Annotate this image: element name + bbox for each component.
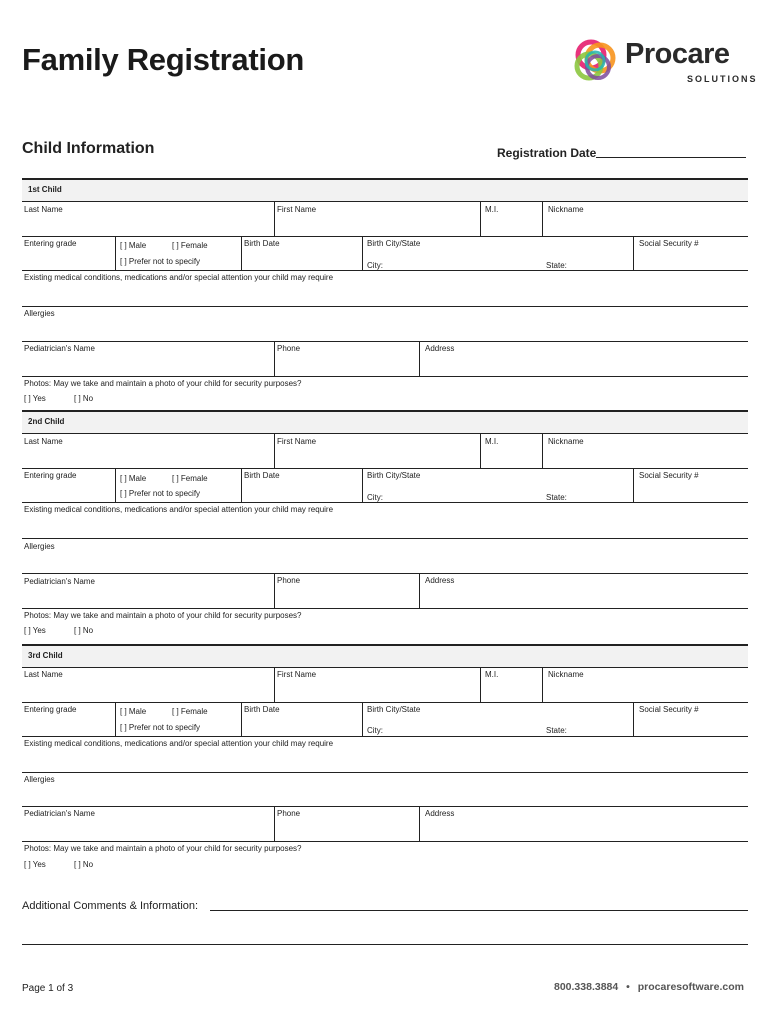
nickname-field[interactable]: Nickname — [548, 205, 584, 214]
city-field[interactable]: City: — [367, 493, 383, 502]
entering-grade-field[interactable]: Entering grade — [24, 705, 77, 714]
pediatrician-field[interactable]: Pediatrician's Name — [24, 344, 95, 353]
male-checkbox[interactable]: [ ] Male — [120, 241, 147, 250]
page-title: Family Registration — [22, 42, 304, 77]
ssn-field[interactable]: Social Security # — [639, 239, 699, 248]
female-checkbox[interactable]: [ ] Female — [172, 707, 208, 716]
child-block-2 — [22, 410, 748, 640]
allergies-field[interactable]: Allergies — [24, 309, 55, 318]
allergies-field[interactable]: Allergies — [24, 775, 55, 784]
nickname-field[interactable]: Nickname — [548, 670, 584, 679]
medical-field[interactable]: Existing medical conditions, medications and/or special attention your child may require — [24, 273, 334, 282]
bullet-separator: • — [626, 981, 630, 993]
last-name-field[interactable]: Last Name — [24, 205, 63, 214]
ssn-field[interactable]: Social Security # — [639, 705, 699, 714]
first-name-field[interactable]: First Name — [277, 670, 317, 679]
mi-field[interactable]: M.I. — [485, 437, 499, 446]
photos-question: Photos: May we take and maintain a photo of your child for security purposes? — [24, 611, 302, 620]
footer-phone: 800.338.3884 — [554, 981, 619, 993]
registration-date-field[interactable] — [596, 157, 746, 158]
medical-field[interactable]: Existing medical conditions, medications and/or special attention your child may require — [24, 505, 334, 514]
entering-grade-field[interactable]: Entering grade — [24, 471, 77, 480]
city-field[interactable]: City: — [367, 726, 383, 735]
prefer-not-checkbox[interactable]: [ ] Prefer not to specify — [120, 257, 201, 266]
photos-yes-checkbox[interactable]: [ ] Yes — [24, 394, 46, 403]
child-heading-bar — [22, 410, 748, 434]
photos-yes-checkbox[interactable]: [ ] Yes — [24, 626, 46, 635]
pediatrician-field[interactable]: Pediatrician's Name — [24, 577, 95, 586]
photos-yes-checkbox[interactable]: [ ] Yes — [24, 860, 46, 869]
child-heading-bar — [22, 178, 748, 202]
entering-grade-field[interactable]: Entering grade — [24, 239, 77, 248]
child-block-1 — [22, 178, 748, 408]
additional-comments-field[interactable] — [210, 910, 748, 911]
first-name-field[interactable]: First Name — [277, 205, 317, 214]
phone-field[interactable]: Phone — [277, 344, 301, 353]
male-checkbox[interactable]: [ ] Male — [120, 474, 147, 483]
mi-field[interactable]: M.I. — [485, 205, 499, 214]
child-heading: 1st Child — [28, 185, 62, 194]
male-checkbox[interactable]: [ ] Male — [120, 707, 147, 716]
nickname-field[interactable]: Nickname — [548, 437, 584, 446]
birth-date-field[interactable]: Birth Date — [244, 239, 280, 248]
registration-date-label: Registration Date — [497, 146, 597, 160]
female-checkbox[interactable]: [ ] Female — [172, 241, 208, 250]
procare-rings-icon — [571, 36, 621, 86]
phone-field[interactable]: Phone — [277, 576, 301, 585]
address-field[interactable]: Address — [425, 809, 455, 818]
address-field[interactable]: Address — [425, 344, 455, 353]
child-heading: 3rd Child — [28, 651, 63, 660]
city-field[interactable]: City: — [367, 261, 383, 270]
allergies-field[interactable]: Allergies — [24, 542, 55, 551]
footer-contact — [554, 981, 744, 993]
logo-subtitle: SOLUTIONS — [687, 74, 758, 84]
birth-city-state-field[interactable]: Birth City/State — [367, 705, 421, 714]
photos-no-checkbox[interactable]: [ ] No — [74, 626, 94, 635]
section-title: Child Information — [22, 140, 155, 157]
additional-comments-field-2[interactable] — [22, 944, 748, 945]
female-checkbox[interactable]: [ ] Female — [172, 474, 208, 483]
last-name-field[interactable]: Last Name — [24, 437, 63, 446]
birth-date-field[interactable]: Birth Date — [244, 471, 280, 480]
address-field[interactable]: Address — [425, 576, 455, 585]
mi-field[interactable]: M.I. — [485, 670, 499, 679]
birth-date-field[interactable]: Birth Date — [244, 705, 280, 714]
ssn-field[interactable]: Social Security # — [639, 471, 699, 480]
medical-field[interactable]: Existing medical conditions, medications and/or special attention your child may require — [24, 739, 334, 748]
additional-comments-label: Additional Comments & Information: — [22, 900, 199, 912]
photos-no-checkbox[interactable]: [ ] No — [74, 860, 94, 869]
logo-wordmark: Procare — [625, 38, 730, 70]
child-heading: 2nd Child — [28, 417, 65, 426]
photos-question: Photos: May we take and maintain a photo of your child for security purposes? — [24, 844, 302, 853]
state-field[interactable]: State: — [546, 261, 567, 270]
first-name-field[interactable]: First Name — [277, 437, 317, 446]
last-name-field[interactable]: Last Name — [24, 670, 63, 679]
child-heading-bar — [22, 644, 748, 668]
procare-logo — [571, 36, 758, 86]
child-block-3 — [22, 644, 748, 874]
footer-website[interactable]: procaresoftware.com — [637, 981, 744, 993]
page-number: Page 1 of 3 — [22, 983, 74, 994]
photos-question: Photos: May we take and maintain a photo of your child for security purposes? — [24, 379, 302, 388]
birth-city-state-field[interactable]: Birth City/State — [367, 239, 421, 248]
phone-field[interactable]: Phone — [277, 809, 301, 818]
state-field[interactable]: State: — [546, 726, 567, 735]
photos-no-checkbox[interactable]: [ ] No — [74, 394, 94, 403]
state-field[interactable]: State: — [546, 493, 567, 502]
prefer-not-checkbox[interactable]: [ ] Prefer not to specify — [120, 723, 201, 732]
birth-city-state-field[interactable]: Birth City/State — [367, 471, 421, 480]
pediatrician-field[interactable]: Pediatrician's Name — [24, 809, 95, 818]
prefer-not-checkbox[interactable]: [ ] Prefer not to specify — [120, 489, 201, 498]
